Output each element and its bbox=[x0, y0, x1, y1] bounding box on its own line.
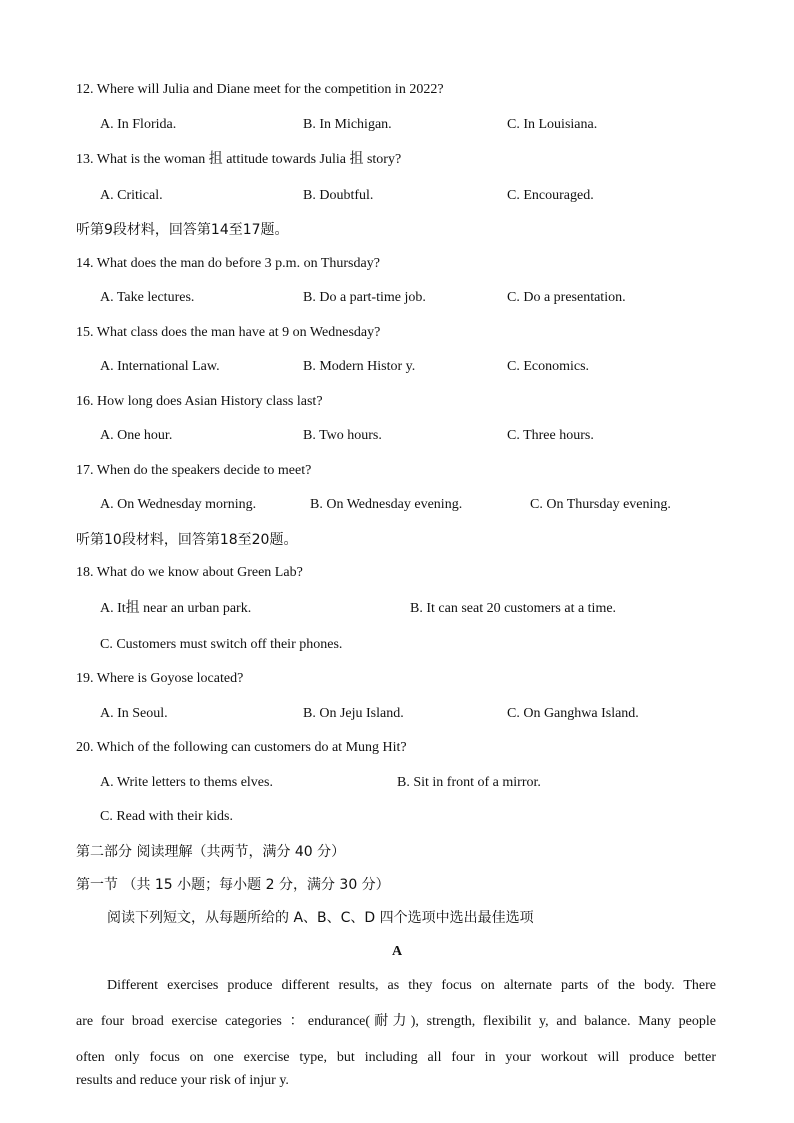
question-14-option-b: B. Do a part-time job. bbox=[303, 290, 426, 305]
question-14-option-c: C. Do a presentation. bbox=[507, 290, 626, 305]
question-17-stem: 17. When do the speakers decide to meet? bbox=[76, 463, 312, 478]
question-13-option-a: A. Critical. bbox=[100, 188, 163, 203]
question-12-stem: 12. Where will Julia and Diane meet for the competition in 2022? bbox=[76, 82, 444, 97]
section-1-heading: 第一节 （共 15 小题；每小题 2 分，满分 30 分） bbox=[76, 877, 390, 893]
question-20-stem: 20. Which of the following can customers do at Mung Hit? bbox=[76, 740, 407, 755]
question-14-stem: 14. What does the man do before 3 p.m. on Thursday? bbox=[76, 256, 380, 271]
question-13-stem: 13. What is the woman 抯 attitude towards Julia 抯 story? bbox=[76, 152, 402, 167]
question-19-option-a: A. In Seoul. bbox=[100, 706, 168, 721]
question-13-option-b: B. Doubtful. bbox=[303, 188, 374, 203]
question-20-option-c: C. Read with their kids. bbox=[100, 809, 233, 824]
question-13-option-c: C. Encouraged. bbox=[507, 188, 594, 203]
part-2-heading: 第二部分 阅读理解（共两节，满分 40 分） bbox=[76, 844, 346, 860]
question-17-option-c: C. On Thursday evening. bbox=[530, 497, 671, 512]
question-12-option-b: B. In Michigan. bbox=[303, 117, 392, 132]
question-18-option-b: B. It can seat 20 customers at a time. bbox=[410, 601, 617, 616]
reading-instruction: 阅读下列短文，从每题所给的 A、B、C、D 四个选项中选出最佳选项 bbox=[107, 910, 534, 926]
question-15-option-b: B. Modern Histor y. bbox=[303, 359, 416, 374]
passage-line-1: Different exercises produce different results, as they focus on alternate parts of the body. There bbox=[107, 978, 716, 993]
passage-line-3: often only focus on one exercise type, but including all four in your workout will produce better bbox=[76, 1050, 716, 1065]
question-15-option-a: A. International Law. bbox=[100, 359, 220, 374]
passage-line-2: are four broad exercise categories ：endurance(耐力), strength, flexibilit y, and balance. Many people bbox=[76, 1014, 716, 1029]
question-16-option-b: B. Two hours. bbox=[303, 428, 382, 443]
question-15-option-c: C. Economics. bbox=[507, 359, 590, 374]
question-14-option-a: A. Take lectures. bbox=[100, 290, 195, 305]
question-16-option-a: A. One hour. bbox=[100, 428, 173, 443]
question-19-option-b: B. On Jeju Island. bbox=[303, 706, 404, 721]
question-17-option-a: A. On Wednesday morning. bbox=[100, 497, 257, 512]
question-17-option-b: B. On Wednesday evening. bbox=[310, 497, 463, 512]
question-20-option-a: A. Write letters to thems elves. bbox=[100, 775, 273, 790]
section-9-heading: 听第9段材料，回答第14至17题。 bbox=[76, 222, 289, 238]
question-19-stem: 19. Where is Goyose located? bbox=[76, 671, 244, 686]
question-12-option-c: C. In Louisiana. bbox=[507, 117, 598, 132]
question-20-option-b: B. Sit in front of a mirror. bbox=[397, 775, 541, 790]
section-10-heading: 听第10段材料，回答第18至20题。 bbox=[76, 532, 298, 548]
question-16-stem: 16. How long does Asian History class last? bbox=[76, 394, 323, 409]
question-18-option-c: C. Customers must switch off their phones. bbox=[100, 637, 343, 652]
question-12-option-a: A. In Florida. bbox=[100, 117, 177, 132]
question-18-option-a: A. It抯 near an urban park. bbox=[100, 601, 252, 616]
question-19-option-c: C. On Ganghwa Island. bbox=[507, 706, 639, 721]
passage-letter: A bbox=[391, 944, 403, 959]
question-15-stem: 15. What class does the man have at 9 on Wednesday? bbox=[76, 325, 381, 340]
passage-line-4: results and reduce your risk of injur y. bbox=[76, 1073, 289, 1088]
question-16-option-c: C. Three hours. bbox=[507, 428, 594, 443]
question-18-stem: 18. What do we know about Green Lab? bbox=[76, 565, 303, 580]
